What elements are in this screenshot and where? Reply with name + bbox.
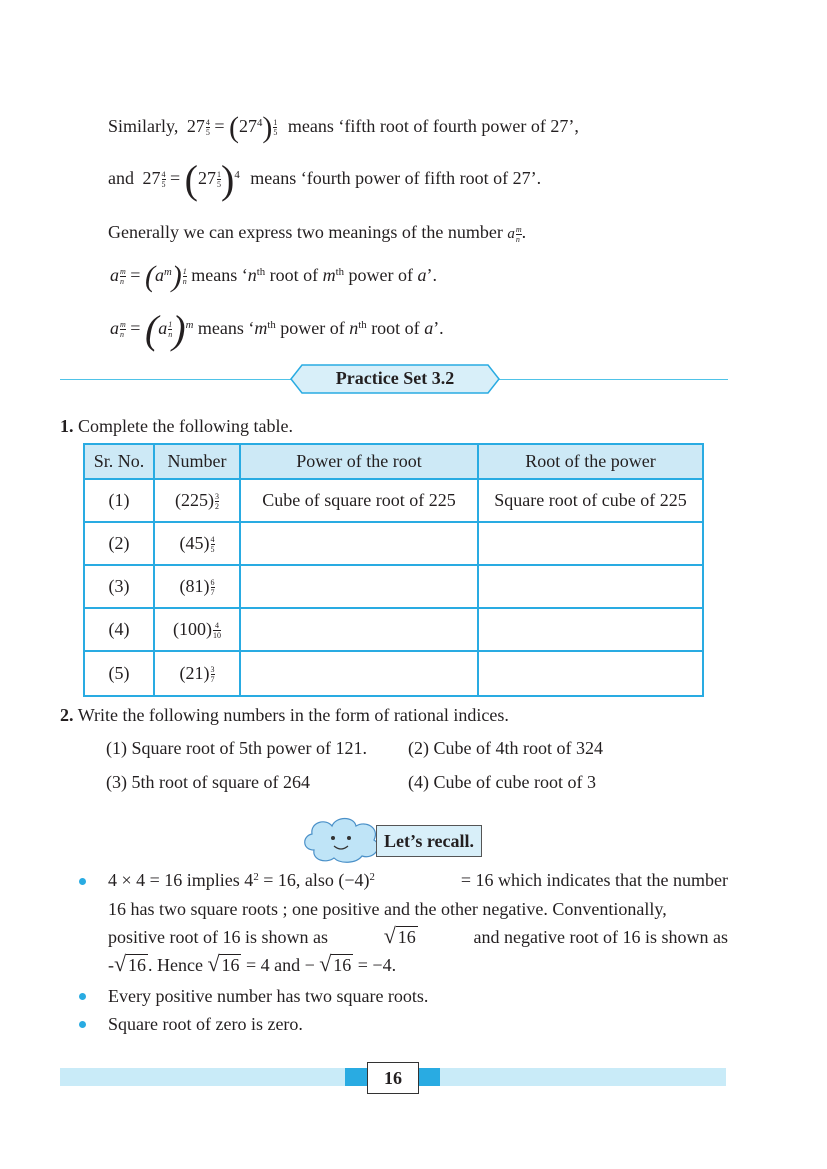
- intro-line-4-end: power of: [344, 265, 418, 286]
- header-sr-no: Sr. No.: [84, 444, 154, 479]
- sqrt-16-radicand: 16: [397, 927, 416, 947]
- intro-line-3-text: Generally we can express two meanings of the number: [108, 222, 503, 242]
- expr-a-m-n-power-root: a $\frac{m}{n}$ = (a $\frac{1}{n}$ )$^m$: [110, 307, 194, 352]
- exp-num: 3: [215, 492, 219, 501]
- cell-root-power[interactable]: [478, 565, 703, 608]
- cell-sr: (5): [84, 651, 154, 696]
- intro-line-5-a: a: [424, 318, 434, 339]
- number-base: (45): [179, 533, 210, 553]
- powers-table: [83, 443, 704, 697]
- bullet-icon: [79, 1021, 86, 1028]
- table-row: [84, 565, 703, 608]
- exp-num: 4: [215, 621, 219, 630]
- bullet-1-line-3: [108, 923, 728, 948]
- intro-line-4-means: means ‘: [191, 265, 248, 286]
- intro-line-5-close: ’.: [433, 318, 444, 339]
- sqrt-16-c-radicand: 16: [333, 955, 352, 975]
- intro-line-4-a: a: [417, 265, 427, 286]
- q1-prompt: [60, 416, 293, 437]
- b1-sup2: 2: [369, 871, 375, 884]
- footer-accent-left: [345, 1068, 367, 1086]
- cell-power-root[interactable]: [240, 565, 478, 608]
- intro-line-1: [108, 113, 579, 143]
- intro-line-4-close: ’.: [426, 265, 438, 286]
- bullet-1-line-2: 16 has two square roots ; one positive and the other negative. Conventionally,: [108, 899, 667, 919]
- b1-line3-b: and negative root of 16 is shown as: [473, 927, 728, 947]
- header-number: Number: [154, 444, 240, 479]
- intro-line-4-m: m: [322, 265, 336, 286]
- exp-den: 5: [210, 545, 215, 554]
- cell-power-root[interactable]: [240, 651, 478, 696]
- cell-root-power[interactable]: Square root of cube of 225: [478, 479, 703, 522]
- b1-line4-c: = −4.: [357, 955, 397, 975]
- cell-sr: (1): [84, 479, 154, 522]
- b1-c: = 16 which indicates that the number: [460, 870, 728, 890]
- neg-sqrt-16: √ 16: [114, 951, 146, 976]
- number-base: (21): [179, 663, 210, 683]
- cell-sr: (4): [84, 608, 154, 651]
- intro-line-5-mid: power of: [275, 318, 350, 339]
- b1-b: = 16, also (−4): [258, 870, 370, 890]
- bullet-icon: [79, 878, 86, 885]
- bullet-1-line-4: - √ 16 . Hence √ 16 = 4 and − √ 16 = −4.: [108, 951, 397, 976]
- intro-line-2-prefix: and: [108, 168, 134, 189]
- b1-line3-a: positive root of 16 is shown as: [108, 927, 328, 947]
- table-row: [84, 651, 703, 696]
- intro-line-5-n: n: [349, 318, 359, 339]
- intro-line-1-prefix: Similarly,: [108, 116, 179, 137]
- exp-num: 6: [210, 578, 215, 587]
- expr-a-m-n-root-power: a $\frac{m}{n}$ = $(a^m)$ $\frac{1}{n}$: [110, 260, 187, 293]
- cell-number: [154, 608, 240, 651]
- bullet-3: Square root of zero is zero.: [108, 1014, 303, 1034]
- table-header-row: [84, 444, 703, 479]
- cell-power-root[interactable]: [240, 608, 478, 651]
- b1-line4-a: . Hence: [148, 955, 203, 975]
- cell-number: [154, 565, 240, 608]
- bullet-1-line-1-a: [108, 870, 375, 891]
- q2-item-4: (4) Cube of cube root of 3: [408, 772, 596, 792]
- exp-den: 7: [210, 588, 215, 597]
- header-root-of-power: Root of the power: [478, 444, 703, 479]
- sqrt-16-b: √ 16: [207, 951, 240, 976]
- intro-line-4-mid: root of: [265, 265, 323, 286]
- header-power-of-root: Power of the root: [240, 444, 478, 479]
- neg-sqrt-16-radicand: 16: [128, 955, 146, 975]
- q1-text: Complete the following table.: [78, 416, 293, 436]
- intro-line-3: Generally we can express two meanings of the number a $\frac{m}{n}$ .: [108, 222, 527, 244]
- sqrt-16-c: √ 16: [319, 951, 352, 976]
- bullet-icon: [79, 993, 86, 1000]
- cell-power-root[interactable]: [240, 522, 478, 565]
- cell-power-root[interactable]: Cube of square root of 225: [240, 479, 478, 522]
- cell-sr: (3): [84, 565, 154, 608]
- practice-set-title: Practice Set 3.2: [335, 368, 455, 388]
- number-base: (100): [173, 619, 212, 639]
- expr-27-4-5: 27 $\frac{4}{5}$ = $(27^4)$ $\frac{1}{5}$: [186, 111, 278, 144]
- exp-num: 4: [210, 535, 215, 544]
- exp-den: 10: [213, 631, 221, 640]
- exp-den: 2: [215, 502, 219, 511]
- intro-line-4-th2: th: [335, 266, 345, 279]
- intro-line-4-n: n: [247, 265, 257, 286]
- intro-line-5: [110, 307, 444, 352]
- intro-line-5-th1: th: [267, 319, 276, 332]
- exp-den: 7: [210, 675, 215, 684]
- table-row: [84, 522, 703, 565]
- expr-a-m-n: a $\frac{m}{n}$: [507, 225, 522, 244]
- q2-number: 2.: [60, 705, 74, 725]
- sqrt-16: √ 16: [383, 923, 416, 948]
- table-row: [84, 608, 703, 651]
- footer-accent-right: [418, 1068, 440, 1086]
- cell-root-power[interactable]: [478, 608, 703, 651]
- intro-line-1-suffix: means ‘fifth root of fourth power of 27’,: [287, 116, 579, 137]
- intro-line-5-means: means ‘: [197, 318, 255, 339]
- bullet-2: Every positive number has two square roots.: [108, 986, 429, 1006]
- bullet-1-line-1: [108, 870, 728, 891]
- q2-item-2: (2) Cube of 4th root of 324: [408, 738, 603, 758]
- number-base: (225): [175, 490, 214, 510]
- q2-text: Write the following numbers in the form of rational indices.: [77, 705, 509, 725]
- sqrt-16-b-radicand: 16: [221, 955, 240, 975]
- intro-line-4-th1: th: [256, 266, 266, 279]
- b1-line4-b: = 4 and −: [245, 955, 315, 975]
- intro-line-5-m: m: [254, 318, 268, 339]
- cell-sr: (2): [84, 522, 154, 565]
- intro-line-4: [110, 262, 437, 292]
- q2-item-3: (3) 5th root of square of 264: [106, 772, 310, 792]
- q2-item-1: (1) Square root of 5th power of 121.: [106, 738, 367, 758]
- lets-recall-heading: Let’s recall.: [376, 825, 482, 857]
- table-row: [84, 479, 703, 522]
- intro-line-2: [108, 157, 542, 202]
- cell-number: [154, 651, 240, 696]
- b1-a: 4 × 4 = 16 implies 4: [108, 870, 254, 890]
- expr-27-4-5-b: 27 $\frac{4}{5}$ = (27 $\frac{1}{5}$ )$^4$: [142, 157, 240, 202]
- cell-number: [154, 479, 240, 522]
- intro-line-5-th2: th: [358, 319, 367, 332]
- q2-prompt: [60, 705, 509, 726]
- cell-number: [154, 522, 240, 565]
- cloud-mascot-icon: [300, 814, 382, 864]
- intro-line-2-suffix: means ‘fourth power of fifth root of 27’.: [250, 168, 542, 189]
- exp-num: 3: [210, 665, 215, 674]
- b1-sup1: 2: [253, 871, 259, 884]
- intro-line-5-end: root of: [366, 318, 425, 339]
- cell-root-power[interactable]: [478, 522, 703, 565]
- page-number: 16: [367, 1062, 419, 1094]
- number-base: (81): [179, 576, 210, 596]
- q1-number: 1.: [60, 416, 74, 436]
- cell-root-power[interactable]: [478, 651, 703, 696]
